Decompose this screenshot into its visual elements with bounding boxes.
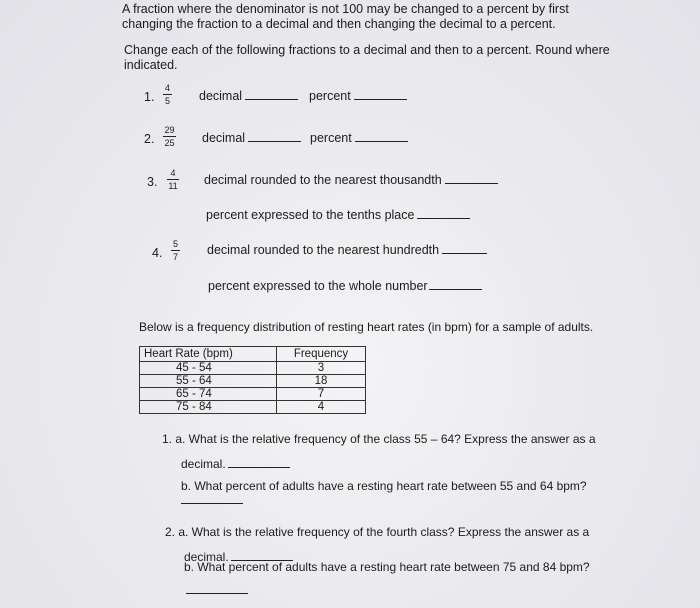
fraction-numerator: 5 [172,239,178,249]
answer-blank[interactable] [228,456,290,468]
problem-2-percent-label: percent [310,130,408,146]
frequency-caption: Below is a frequency distribution of resting heart rates (in bpm) for a sample of adults. [139,320,594,334]
cell-class: 75 - 84 [140,401,277,414]
answer-blank[interactable] [417,207,470,219]
problem-2-fraction [163,125,176,148]
table-row [140,401,366,414]
header-heart-rate: Heart Rate (bpm) [140,347,277,362]
answer-blank[interactable] [355,130,408,142]
fraction-denominator: 11 [168,181,178,191]
problem-4-decimal-label: decimal rounded to the nearest hundredth [207,242,487,258]
problem-4-number: 4. [152,246,163,260]
problem-4-percent-label: percent expressed to the whole number [208,278,482,294]
cell-class: 45 - 54 [140,362,277,375]
fraction-denominator: 5 [164,96,170,106]
problem-3-percent-label: percent expressed to the tenths place [206,207,470,223]
answer-blank[interactable] [429,278,482,290]
problem-3-decimal-label: decimal rounded to the nearest thousandth [204,172,498,188]
problem-1-number: 1. [144,90,155,104]
problem-2-decimal-label: decimal [202,130,301,146]
question-2a-line-1: 2. a. What is the relative frequency of the fourth class? Express the answer as a [165,525,590,539]
table-row [140,362,366,375]
answer-blank[interactable] [245,88,298,100]
instruction-line-1: Change each of the following fractions to a decimal and then to a percent. Round where [124,43,610,57]
fraction-numerator: 4 [170,168,176,178]
cell-class: 55 - 64 [140,375,277,388]
question-1a-line-1: 1. a. What is the relative frequency of the class 55 – 64? Express the answer as a [162,432,596,446]
question-1b: b. What percent of adults have a resting heart rate between 55 and 64 bpm? [181,479,587,493]
answer-blank[interactable] [442,242,487,254]
fraction-numerator: 4 [164,83,170,93]
problem-2-number: 2. [144,132,155,146]
intro-line-2: changing the fraction to a decimal and then changing the decimal to a percent. [122,17,556,31]
question-1a-line-2: decimal. [181,456,290,472]
fraction-denominator: 7 [172,252,178,262]
cell-frequency: 18 [277,375,366,388]
answer-blank[interactable] [248,130,301,142]
problem-1-fraction [163,83,172,106]
problem-3-number: 3. [147,175,158,189]
problem-1-decimal-label: decimal [199,88,298,104]
cell-frequency: 3 [277,362,366,375]
answer-blank[interactable] [354,88,407,100]
intro-line-1: A fraction where the denominator is not 100 may be changed to a percent by first [122,2,569,16]
question-2a-line-2: decimal. [184,549,293,565]
frequency-table [139,346,366,414]
cell-frequency: 7 [277,388,366,401]
question-2b: b. What percent of adults have a resting heart rate between 75 and 84 bpm? [184,560,590,574]
table-row [140,375,366,388]
cell-frequency: 4 [277,401,366,414]
fraction-denominator: 25 [164,138,175,148]
problem-4-fraction [171,239,180,262]
answer-blank[interactable] [186,593,248,594]
problem-3-fraction [167,168,179,191]
answer-blank[interactable] [181,503,243,504]
fraction-numerator: 29 [164,125,175,135]
table-row [140,388,366,401]
header-frequency: Frequency [277,347,366,362]
answer-blank[interactable] [445,172,498,184]
problem-1-percent-label: percent [309,88,407,104]
instruction-line-2: indicated. [124,58,178,72]
table-header-row [140,347,366,362]
cell-class: 65 - 74 [140,388,277,401]
